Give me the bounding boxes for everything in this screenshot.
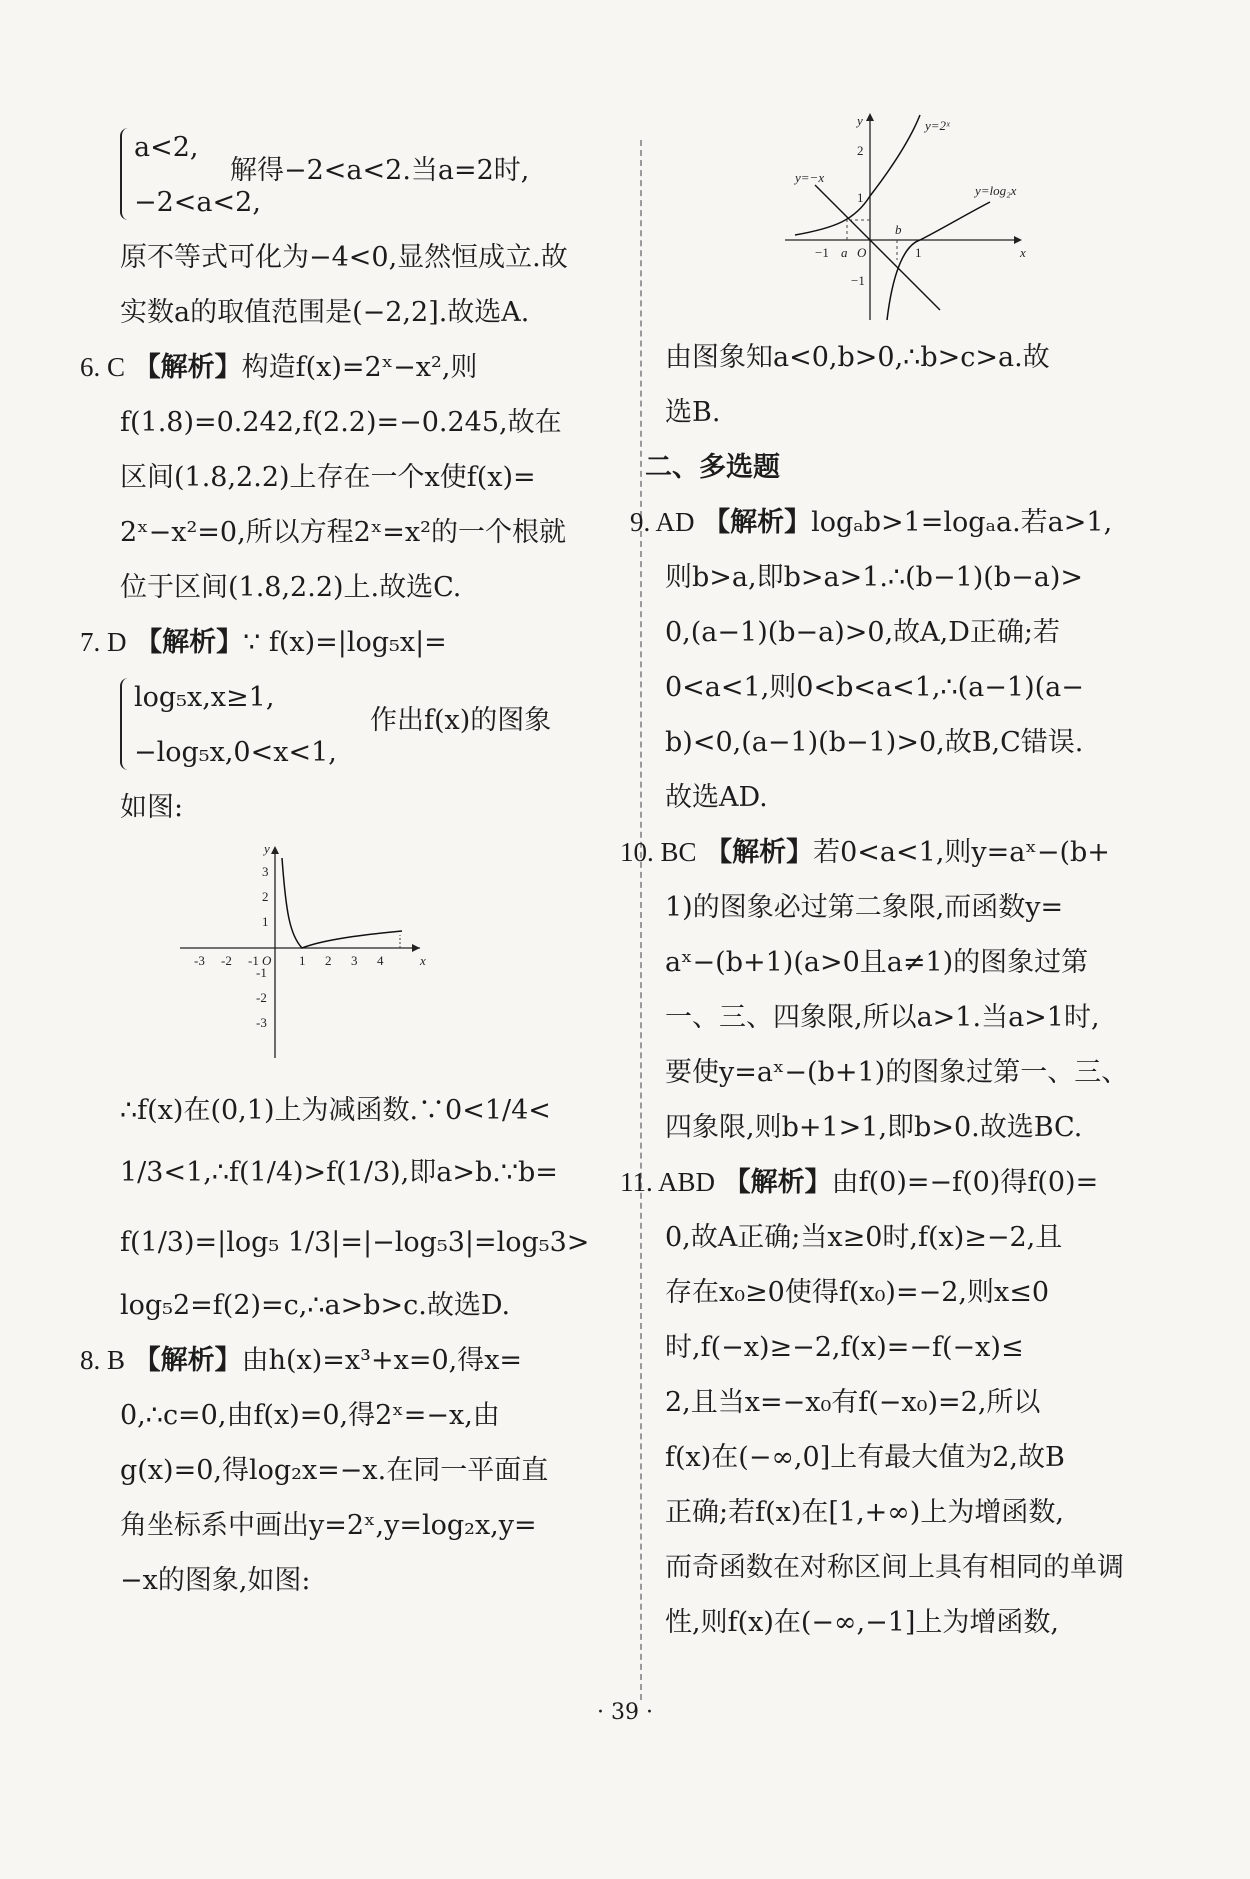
analysis-tag: 【解析】 xyxy=(723,1167,832,1198)
y-tick: 2 xyxy=(857,143,864,158)
text-line: 角坐标系中画出y=2ˣ,y=log₂x,y= xyxy=(120,1510,537,1541)
question-text: 若0<a<1,则y=aˣ−(b+ xyxy=(813,837,1110,868)
y-tick: -3 xyxy=(256,1015,267,1030)
text-line: 区间(1.8,2.2)上存在一个x使f(x)= xyxy=(120,462,536,493)
analysis-tag: 【解析】 xyxy=(703,507,812,538)
text-line: 时,f(−x)≥−2,f(x)=−f(−x)≤ xyxy=(665,1332,1024,1363)
analysis-tag: 【解析】 xyxy=(133,1345,242,1376)
page-number: · 39 · xyxy=(597,1700,653,1725)
y-tick: −1 xyxy=(851,273,865,288)
origin-label: O xyxy=(262,953,272,968)
text-line: 0,(a−1)(b−a)>0,故A,D正确;若 xyxy=(665,617,1061,648)
x-tick: b xyxy=(895,222,902,237)
question-text: logₐb>1=logₐa.若a>1, xyxy=(811,507,1113,538)
y-axis-arrow xyxy=(866,113,874,121)
curve-label-line: y=−x xyxy=(795,170,825,185)
y-label: y xyxy=(264,843,270,856)
text-line: 0<a<1,则0<b<a<1,∴(a−1)(a− xyxy=(665,672,1084,703)
section-heading: 二、多选题 xyxy=(645,452,780,483)
text-line: 存在x₀≥0使得f(x₀)=−2,则x≤0 xyxy=(665,1277,1049,1308)
x-tick: -2 xyxy=(221,953,232,968)
right-column xyxy=(620,113,1185,1650)
x-tick: 1 xyxy=(299,953,306,968)
y-label: y xyxy=(857,113,863,128)
y-axis-arrow xyxy=(271,846,279,854)
y-tick: 1 xyxy=(262,914,269,929)
brace-row: a<2, xyxy=(134,132,199,163)
left-brace xyxy=(120,128,132,220)
log-curve xyxy=(887,202,990,320)
text-line: 要使y=aˣ−(b+1)的图象过第一、三、 xyxy=(665,1057,1129,1088)
x-tick-labels xyxy=(194,953,384,968)
question-8-head xyxy=(80,1333,620,1388)
text-line: f(1.8)=0.242,f(2.2)=−0.245,故在 xyxy=(120,407,562,438)
x-label: x xyxy=(1020,245,1026,260)
piecewise-definition xyxy=(120,670,620,780)
analysis-tag: 【解析】 xyxy=(133,352,242,383)
y-tick: 3 xyxy=(262,864,269,879)
x-axis-arrow xyxy=(412,944,420,952)
x-tick: a xyxy=(841,245,848,260)
text-line: 2,且当x=−x₀有f(−x₀)=2,所以 xyxy=(665,1387,1041,1418)
x-tick: 2 xyxy=(325,953,332,968)
text-line: 0,∴c=0,由f(x)=0,得2ˣ=−x,由 xyxy=(120,1400,500,1431)
question-text: ∵ f(x)=|log₅x|= xyxy=(243,627,447,658)
question-number: 11. ABD xyxy=(620,1167,716,1197)
x-tick: -1 xyxy=(248,953,259,968)
text-line: 选B. xyxy=(665,397,721,428)
text-line: ∴f(x)在(0,1)上为减函数.∵0<1/4< xyxy=(120,1095,551,1126)
text-line: g(x)=0,得log₂x=−x.在同一平面直 xyxy=(120,1455,549,1486)
y-tick: 1 xyxy=(857,190,864,205)
x-axis-arrow xyxy=(1014,236,1022,244)
x-tick: O xyxy=(857,245,867,260)
text-line: 由图象知a<0,b>0,∴b>c>a.故 xyxy=(665,342,1050,373)
text-line: 原不等式可化为−4<0,显然恒成立.故 xyxy=(120,242,568,273)
x-tick: 4 xyxy=(377,953,384,968)
brace-row: −log₅x,0<x<1, xyxy=(134,737,337,768)
left-brace xyxy=(120,678,132,770)
brace-row: log₅x,x≥1, xyxy=(134,682,275,713)
text-line: f(x)在(−∞,0]上有最大值为2,故B xyxy=(665,1442,1065,1473)
question-6-head xyxy=(80,340,620,395)
x-tick: −1 xyxy=(815,245,829,260)
question-9-head xyxy=(630,495,1185,550)
text-line: 位于区间(1.8,2.2)上.故选C. xyxy=(120,572,462,603)
text-line: 2ˣ−x²=0,所以方程2ˣ=x²的一个根就 xyxy=(120,517,566,548)
text-line: 0,故A正确;当x≥0时,f(x)≥−2,且 xyxy=(665,1222,1063,1253)
x-label: x xyxy=(420,953,426,968)
graph-exp-log-line xyxy=(665,110,1185,330)
abs-log-curve xyxy=(282,858,402,948)
x-tick: 3 xyxy=(351,953,358,968)
text-line: 则b>a,即b>a>1.∴(b−1)(b−a)> xyxy=(665,562,1083,593)
text-line: 故选AD. xyxy=(665,782,768,813)
brace-side-text: 作出f(x)的图象 xyxy=(370,705,552,736)
analysis-tag: 【解析】 xyxy=(135,627,244,658)
question-number: 9. AD xyxy=(630,507,695,537)
question-text: 由h(x)=x³+x=0,得x= xyxy=(241,1345,523,1376)
left-column xyxy=(80,120,620,1608)
curve-label-exp: y=2ˣ xyxy=(925,118,950,133)
brace-row: −2<a<2, xyxy=(134,187,261,218)
y-tick-labels xyxy=(256,864,269,1030)
question-text: 构造f(x)=2ˣ−x²,则 xyxy=(241,352,478,383)
question-number: 10. BC xyxy=(620,837,697,867)
analysis-tag: 【解析】 xyxy=(705,837,814,868)
column-divider xyxy=(640,140,642,1700)
y-tick: -1 xyxy=(256,965,267,980)
text-line: 正确;若f(x)在[1,+∞)上为增函数, xyxy=(665,1497,1064,1528)
text-line: b)<0,(a−1)(b−1)>0,故B,C错误. xyxy=(665,727,1084,758)
text-line: 实数a的取值范围是(−2,2].故选A. xyxy=(120,297,530,328)
text-line: 四象限,则b+1>1,即b>0.故选BC. xyxy=(665,1112,1083,1143)
curve-label-log: y=log₂x xyxy=(975,183,1017,198)
question-number: 7. D xyxy=(80,627,127,657)
brace-side-text: 解得−2<a<2.当a=2时, xyxy=(230,155,530,186)
graph-log5-abs xyxy=(120,843,620,1073)
question-11-head xyxy=(620,1155,1185,1210)
text-line: 一、三、四象限,所以a>1.当a>1时, xyxy=(665,1002,1100,1033)
text-line: log₅2=f(2)=c,∴a>b>c.故选D. xyxy=(120,1290,511,1321)
question-number: 6. C xyxy=(80,352,126,382)
system-of-inequalities xyxy=(120,120,620,230)
text-line: 1)的图象必过第二象限,而函数y= xyxy=(665,892,1064,923)
text-line: f(1/3)=|log₅ 1/3|=|−log₅3|=log₅3> xyxy=(120,1227,590,1258)
y-tick: 2 xyxy=(262,889,269,904)
text-line: −x的图象,如图: xyxy=(120,1565,311,1596)
y-tick: -2 xyxy=(256,990,267,1005)
text-line: 而奇函数在对称区间上具有相同的单调 xyxy=(665,1552,1124,1583)
question-7-head xyxy=(80,615,620,670)
text-line: 1/3<1,∴f(1/4)>f(1/3),即a>b.∵b= xyxy=(120,1157,558,1188)
brace-rows xyxy=(134,670,337,780)
text-line: aˣ−(b+1)(a>0且a≠1)的图象过第 xyxy=(665,947,1089,978)
question-number: 8. B xyxy=(80,1345,126,1375)
x-tick: -3 xyxy=(194,953,205,968)
question-10-head xyxy=(620,825,1185,880)
text-line: 性,则f(x)在(−∞,−1]上为增函数, xyxy=(665,1607,1060,1638)
text-line: 如图: xyxy=(120,792,184,823)
x-tick: 1 xyxy=(915,245,922,260)
question-text: 由f(0)=−f(0)得f(0)= xyxy=(831,1167,1099,1198)
